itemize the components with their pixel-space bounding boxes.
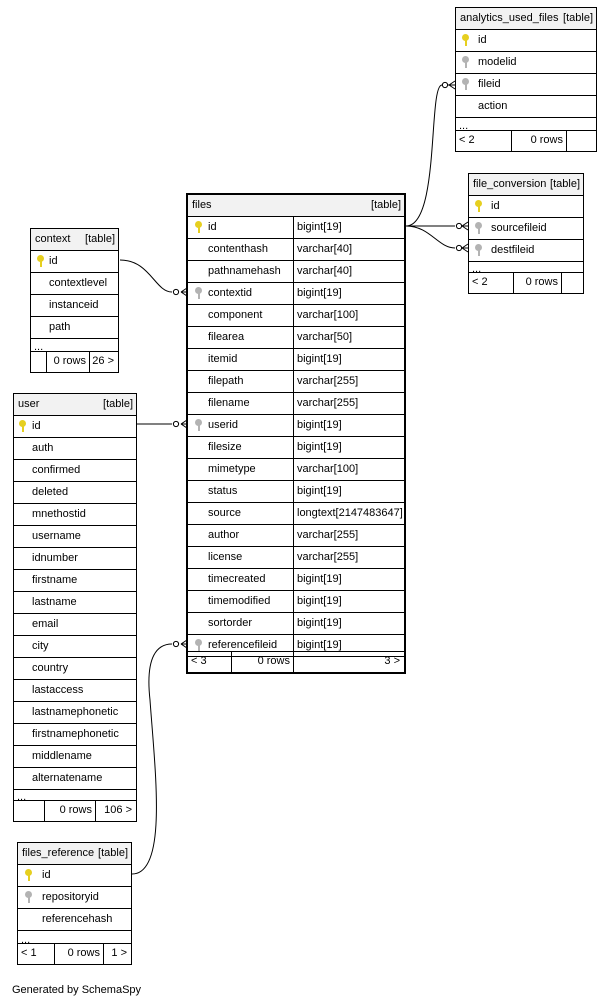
column-type: bigint[19] [297, 639, 342, 651]
table-files[interactable] [186, 193, 406, 674]
column-type-cell [293, 437, 404, 459]
column-name: lastname [32, 596, 77, 608]
table-context[interactable] [30, 228, 119, 373]
table-kind: [table] [550, 178, 580, 190]
children-link[interactable]: 106 > [104, 804, 132, 816]
column-name: id [478, 34, 487, 46]
column-type: varchar[100] [297, 309, 359, 321]
column-name: timecreated [208, 573, 266, 585]
more-columns: ... [459, 120, 469, 132]
column-row [14, 548, 136, 570]
column-row [14, 658, 136, 680]
column-row [31, 251, 118, 273]
column-row [188, 239, 404, 261]
column-row [14, 482, 136, 504]
column-name: deleted [32, 486, 69, 498]
table-header [469, 174, 583, 196]
table-name: files_reference [22, 847, 95, 859]
column-name: id [49, 255, 58, 267]
row-count: 0 rows [257, 655, 290, 667]
column-row [14, 438, 136, 460]
column-row [456, 74, 596, 96]
column-name: lastnamephonetic [32, 706, 119, 718]
column-row [456, 52, 596, 74]
column-type: bigint[19] [297, 595, 342, 607]
column-row [188, 481, 404, 503]
column-type: varchar[40] [297, 265, 353, 277]
column-name: contextid [208, 287, 253, 299]
column-type: varchar[255] [297, 529, 359, 541]
table-footer [469, 272, 583, 293]
column-row [456, 30, 596, 52]
table-footer [18, 943, 131, 964]
column-name: mimetype [208, 463, 256, 475]
primary-key-icon [195, 221, 203, 233]
table-name: analytics_used_files [460, 12, 559, 24]
column-type: bigint[19] [297, 485, 342, 497]
table-file-conversion[interactable] [468, 173, 584, 294]
column-name: contextlevel [49, 277, 108, 289]
column-name: idnumber [32, 552, 78, 564]
column-name: filesize [208, 441, 242, 453]
column-name: modelid [478, 56, 517, 68]
column-row [14, 570, 136, 592]
primary-key-icon [19, 420, 27, 432]
column-row [188, 349, 404, 371]
column-row [188, 547, 404, 569]
row-count: 0 rows [530, 134, 563, 146]
column-type: bigint[19] [297, 617, 342, 629]
table-name: files [192, 199, 212, 211]
column-name: pathnamehash [208, 265, 281, 277]
column-type-cell [293, 371, 404, 393]
column-type-cell [293, 261, 404, 283]
column-name: username [32, 530, 81, 542]
foreign-key-icon [195, 287, 203, 299]
column-name: action [478, 100, 508, 112]
column-name: auth [32, 442, 54, 454]
column-type-cell [293, 283, 404, 305]
more-columns: ... [34, 341, 44, 353]
column-name: middlename [32, 750, 92, 762]
column-name: destfileid [491, 244, 535, 256]
column-name: contenthash [208, 243, 268, 255]
column-name: email [32, 618, 59, 630]
column-name: referencehash [42, 913, 113, 925]
column-row [456, 96, 596, 118]
column-row [188, 525, 404, 547]
column-row [188, 327, 404, 349]
column-type-cell [293, 503, 404, 525]
column-name: author [208, 529, 240, 541]
foreign-key-icon [195, 419, 203, 431]
column-type: varchar[100] [297, 463, 359, 475]
column-row [188, 503, 404, 525]
foreign-key-icon [25, 891, 33, 903]
edge-files-conversion-dest [406, 226, 455, 248]
column-name: id [32, 420, 41, 432]
column-type-cell [293, 305, 404, 327]
column-row [14, 680, 136, 702]
table-footer [31, 351, 118, 372]
column-name: timemodified [208, 595, 271, 607]
column-row [31, 317, 118, 339]
column-row [18, 865, 131, 887]
column-row [469, 240, 583, 262]
column-type: bigint[19] [297, 221, 342, 233]
column-name: filearea [208, 331, 245, 343]
column-name: license [208, 551, 243, 563]
column-name: instanceid [49, 299, 99, 311]
column-type-cell [293, 525, 404, 547]
parents-link[interactable]: < 2 [472, 276, 488, 288]
column-row [14, 702, 136, 724]
edge-context-files [120, 260, 172, 292]
row-count: 0 rows [59, 804, 92, 816]
column-row [188, 305, 404, 327]
row-count: 0 rows [67, 947, 100, 959]
table-name: user [18, 398, 40, 410]
table-kind: [table] [103, 398, 133, 410]
children-link[interactable]: 3 > [384, 655, 400, 667]
table-kind: [table] [371, 199, 401, 211]
foreign-key-icon [475, 222, 483, 234]
column-name: country [32, 662, 69, 674]
column-row [188, 393, 404, 415]
column-name: id [208, 221, 217, 233]
table-header [14, 394, 136, 416]
column-type: varchar[255] [297, 397, 359, 409]
table-name: file_conversion [473, 178, 547, 190]
table-files-reference[interactable] [17, 842, 132, 965]
more-columns: ... [472, 263, 482, 275]
column-row [188, 415, 404, 437]
column-name: alternatename [32, 772, 103, 784]
column-type: bigint[19] [297, 441, 342, 453]
column-row [188, 437, 404, 459]
column-row [188, 371, 404, 393]
column-row [14, 768, 136, 790]
column-name: id [491, 200, 500, 212]
column-row [14, 416, 136, 438]
column-name: sortorder [208, 617, 253, 629]
column-type-cell [293, 393, 404, 415]
children-link[interactable]: 1 > [111, 947, 127, 959]
column-type-cell [293, 613, 404, 635]
generator-credit: Generated by SchemaSpy [12, 984, 142, 996]
column-type: varchar[255] [297, 375, 359, 387]
column-row [14, 460, 136, 482]
column-type: bigint[19] [297, 573, 342, 585]
primary-key-icon [25, 869, 33, 881]
column-name: itemid [208, 353, 238, 365]
table-footer [188, 651, 404, 672]
column-row [14, 636, 136, 658]
column-row [469, 218, 583, 240]
column-name: filename [208, 397, 250, 409]
column-name: lastaccess [32, 684, 84, 696]
column-row [14, 724, 136, 746]
column-row [14, 592, 136, 614]
column-row [188, 569, 404, 591]
column-name: firstname [32, 574, 78, 586]
column-row [14, 746, 136, 768]
column-type: bigint[19] [297, 287, 342, 299]
table-analytics-used-files[interactable] [455, 7, 597, 152]
column-name: filepath [208, 375, 244, 387]
table-header [31, 229, 118, 251]
column-name: component [208, 309, 263, 321]
table-kind: [table] [85, 233, 115, 245]
column-name: userid [208, 419, 238, 431]
column-row [469, 196, 583, 218]
column-type: varchar[50] [297, 331, 353, 343]
table-header [188, 195, 404, 217]
column-row [188, 283, 404, 305]
primary-key-icon [462, 34, 470, 46]
column-row [188, 591, 404, 613]
column-name: referencefileid [208, 639, 278, 651]
table-header [456, 8, 596, 30]
column-name: mnethostid [32, 508, 86, 520]
column-name: path [49, 321, 71, 333]
column-name: sourcefileid [491, 222, 547, 234]
column-type-cell [293, 415, 404, 437]
column-type: varchar[40] [297, 243, 353, 255]
column-row [188, 613, 404, 635]
more-columns: ... [17, 791, 27, 803]
table-footer [14, 800, 136, 821]
table-footer [456, 130, 596, 151]
column-type: longtext[2147483647] [297, 507, 403, 519]
table-name: context [35, 233, 71, 245]
column-type: bigint[19] [297, 419, 342, 431]
column-row [188, 217, 404, 239]
column-type-cell [293, 349, 404, 371]
column-type-cell [293, 547, 404, 569]
table-header [18, 843, 131, 865]
column-name: status [208, 485, 238, 497]
row-count: 0 rows [53, 355, 86, 367]
column-type-cell [293, 481, 404, 503]
column-type-cell [293, 591, 404, 613]
parents-link[interactable]: < 2 [459, 134, 475, 146]
column-name: firstnamephonetic [32, 728, 119, 740]
parents-link[interactable]: < 3 [191, 655, 207, 667]
edge-files-analytics [406, 85, 449, 226]
column-name: id [42, 869, 51, 881]
column-row [18, 909, 131, 931]
column-type: bigint[19] [297, 353, 342, 365]
column-name: confirmed [32, 464, 81, 476]
foreign-key-icon [462, 56, 470, 68]
column-row [188, 459, 404, 481]
table-kind: [table] [98, 847, 128, 859]
column-name: city [32, 640, 49, 652]
table-user[interactable] [13, 393, 137, 822]
column-name: source [208, 507, 242, 519]
column-type-cell [293, 459, 404, 481]
edge-reference-files [132, 644, 172, 874]
foreign-key-icon [195, 639, 203, 651]
children-link[interactable]: 26 > [92, 355, 114, 367]
column-name: repositoryid [42, 891, 99, 903]
primary-key-icon [37, 255, 45, 267]
column-type-cell [293, 569, 404, 591]
column-row [188, 261, 404, 283]
column-row [31, 273, 118, 295]
column-name: fileid [478, 78, 501, 90]
row-count: 0 rows [525, 276, 558, 288]
foreign-key-icon [462, 78, 470, 90]
primary-key-icon [475, 200, 483, 212]
more-columns: ... [21, 934, 31, 946]
column-row [18, 887, 131, 909]
column-type-cell [293, 217, 404, 239]
table-kind: [table] [563, 12, 593, 24]
column-row [14, 504, 136, 526]
column-type-cell [293, 327, 404, 349]
column-row [31, 295, 118, 317]
parents-link[interactable]: < 1 [21, 947, 37, 959]
column-row [14, 526, 136, 548]
foreign-key-icon [475, 244, 483, 256]
column-type: varchar[255] [297, 551, 359, 563]
column-row [14, 614, 136, 636]
column-type-cell [293, 239, 404, 261]
